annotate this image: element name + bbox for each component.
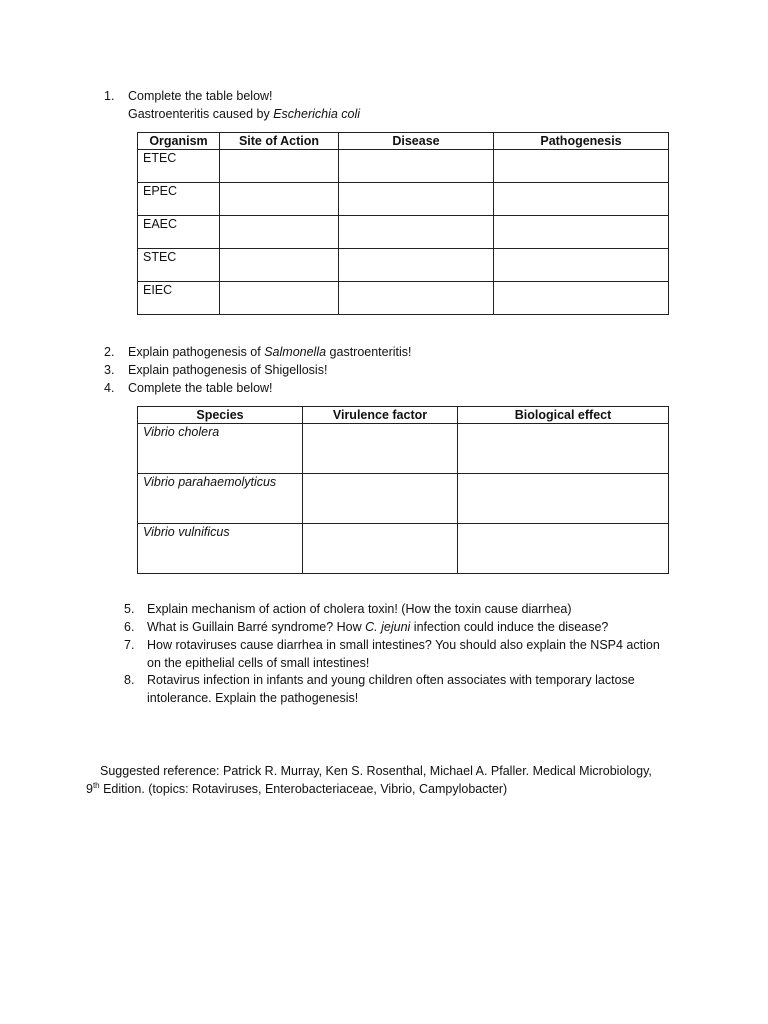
q2-italic: Salmonella [264, 345, 327, 359]
effect-cell[interactable] [458, 424, 669, 474]
q4-number: 4. [104, 381, 115, 395]
header-pathogenesis: Pathogenesis [494, 133, 669, 150]
q1-subtitle [128, 105, 360, 123]
organism-cell: EIEC [138, 282, 220, 315]
species-cell: Vibrio vulnificus [138, 524, 303, 574]
edition-superscript: th [92, 780, 100, 790]
species-cell: Vibrio cholera [138, 424, 303, 474]
q7-number: 7. [124, 638, 135, 652]
header-species: Species [138, 407, 303, 424]
table-row [138, 474, 669, 524]
table-row [138, 183, 669, 216]
q5-text: Explain mechanism of action of cholera toxin! (How the toxin cause diarrhea) [147, 602, 572, 616]
table-row [138, 524, 669, 574]
q8-number: 8. [124, 673, 135, 687]
q2-text [128, 343, 412, 361]
reference-line2 [86, 780, 507, 798]
q3-text: Explain pathogenesis of Shigellosis! [128, 363, 328, 377]
header-biological-effect: Biological effect [458, 407, 669, 424]
pathogenesis-cell[interactable] [494, 150, 669, 183]
q3-number: 3. [104, 363, 115, 377]
effect-cell[interactable] [458, 474, 669, 524]
vibrio-table-header [138, 407, 669, 424]
q1-number: 1. [104, 89, 115, 103]
table-row [138, 424, 669, 474]
table-row [138, 249, 669, 282]
table-row [138, 150, 669, 183]
vibrio-table [137, 406, 669, 574]
q1-subtitle-italic: Escherichia coli [273, 107, 361, 121]
table-row [138, 216, 669, 249]
q2-number: 2. [104, 345, 115, 359]
q6-prefix: What is Guillain Barré syndrome? How [147, 620, 366, 634]
site-cell[interactable] [220, 282, 339, 315]
table-row [138, 282, 669, 315]
disease-cell[interactable] [339, 216, 494, 249]
q1-text: Complete the table below! [128, 89, 273, 103]
q2-prefix: Explain pathogenesis of [128, 345, 265, 359]
q2-suffix: gastroenteritis! [326, 345, 412, 359]
disease-cell[interactable] [339, 249, 494, 282]
effect-cell[interactable] [458, 524, 669, 574]
site-cell[interactable] [220, 183, 339, 216]
q6-text [147, 618, 608, 636]
site-cell[interactable] [220, 216, 339, 249]
site-cell[interactable] [220, 150, 339, 183]
pathogenesis-cell[interactable] [494, 282, 669, 315]
q6-suffix: infection could induce the disease? [410, 620, 609, 634]
q6-italic: C. jejuni [365, 620, 411, 634]
q7-line2: on the epithelial cells of small intestines! [147, 656, 370, 670]
q1-subtitle-prefix: Gastroenteritis caused by [128, 107, 274, 121]
organism-cell: EAEC [138, 216, 220, 249]
reference-line1: Suggested reference: Patrick R. Murray, Ken S. Rosenthal, Michael A. Pfaller. Medical Microbiology, [100, 764, 652, 778]
q4-text: Complete the table below! [128, 381, 273, 395]
organism-cell: EPEC [138, 183, 220, 216]
header-virulence-factor: Virulence factor [303, 407, 458, 424]
edition-number: 9 [86, 782, 93, 796]
q7-line1: How rotaviruses cause diarrhea in small intestines? You should also explain the NSP4 action [147, 638, 660, 652]
disease-cell[interactable] [339, 282, 494, 315]
header-organism: Organism [138, 133, 220, 150]
ecoli-table [137, 132, 669, 315]
reference-line2-rest: Edition. (topics: Rotaviruses, Enterobacteriaceae, Vibrio, Campylobacter) [99, 782, 508, 796]
pathogenesis-cell[interactable] [494, 183, 669, 216]
organism-cell: STEC [138, 249, 220, 282]
organism-cell: ETEC [138, 150, 220, 183]
species-cell: Vibrio parahaemolyticus [138, 474, 303, 524]
q6-number: 6. [124, 620, 135, 634]
q8-line1: Rotavirus infection in infants and young children often associates with temporary lactose [147, 673, 635, 687]
ecoli-table-header [138, 133, 669, 150]
pathogenesis-cell[interactable] [494, 216, 669, 249]
virulence-cell[interactable] [303, 524, 458, 574]
q5-number: 5. [124, 602, 135, 616]
header-disease: Disease [339, 133, 494, 150]
disease-cell[interactable] [339, 150, 494, 183]
site-cell[interactable] [220, 249, 339, 282]
header-site-of-action: Site of Action [220, 133, 339, 150]
pathogenesis-cell[interactable] [494, 249, 669, 282]
virulence-cell[interactable] [303, 424, 458, 474]
virulence-cell[interactable] [303, 474, 458, 524]
q8-line2: intolerance. Explain the pathogenesis! [147, 691, 359, 705]
disease-cell[interactable] [339, 183, 494, 216]
